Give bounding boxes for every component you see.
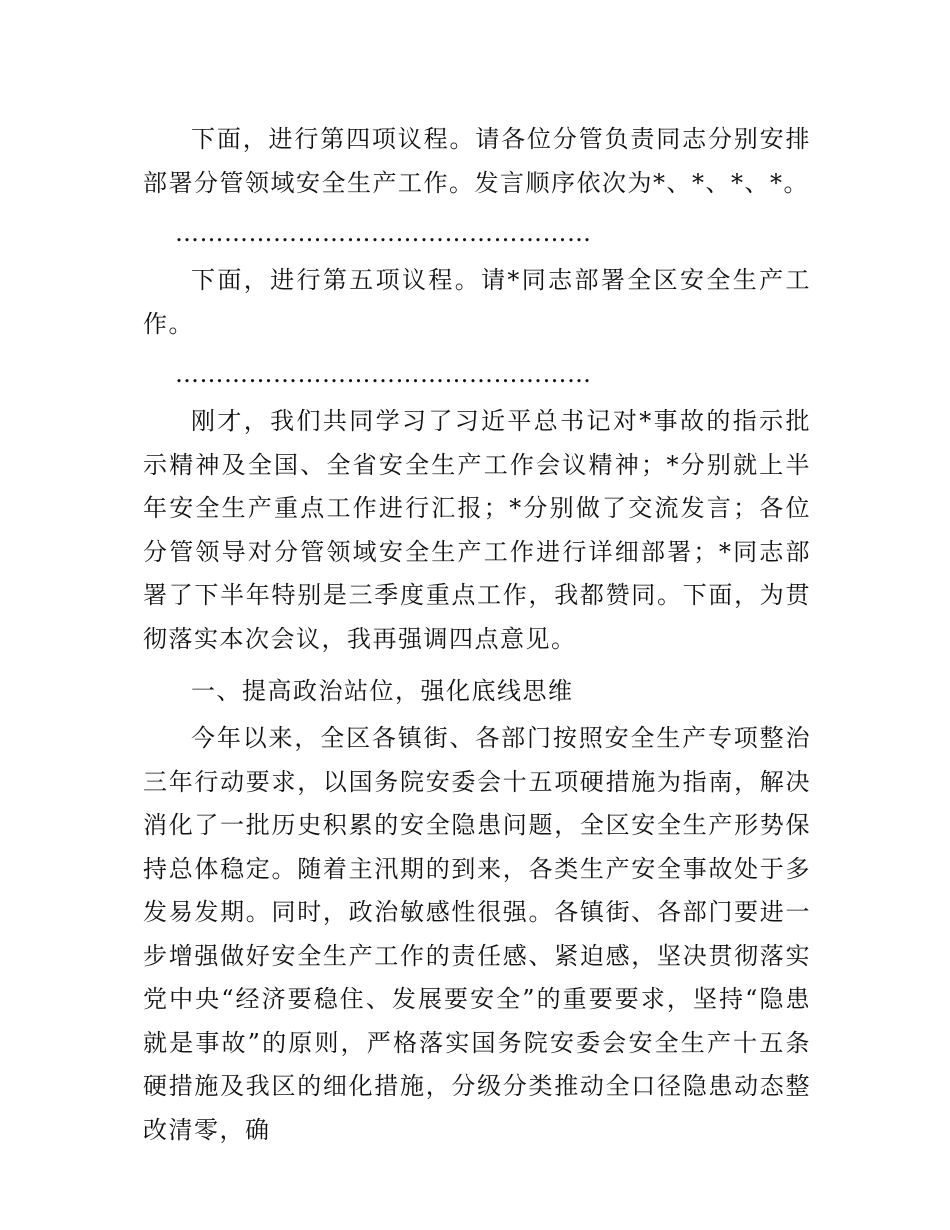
paragraph-agenda-four: 下面，进行第四项议程。请各位分管负责同志分别安排部署分管领域安全生产工作。发言顺序依次为*、*、*、*。	[143, 125, 811, 197]
section-heading-one: 一、提高政治站位，强化底线思维	[191, 677, 574, 705]
document-body	[143, 118, 811, 1152]
paragraph-summary: 刚才，我们共同学习了习近平总书记对*事故的指示批示精神及全国、全省安全生产工作会议精神；*分别就上半年安全生产重点工作进行汇报；*分别做了交流发言；各位分管领导对分管领域安全生产工作进行详细部署；*同志部署了下半年特别是三季度重点工作，我都赞同。下面，为贯彻落实本次会议，我再强调四点意见。	[143, 407, 811, 653]
ellipsis-separator: ……………………………………………	[175, 219, 592, 247]
paragraph-section-one-body: 今年以来，全区各镇街、各部门按照安全生产专项整治三年行动要求，以国务院安委会十五项硬措施为指南，解决消化了一批历史积累的安全隐患问题，全区安全生产形势保持总体稳定。随着主汛期的到来，各类生产安全事故处于多发易发期。同时，政治敏感性很强。各镇街、各部门要进一步增强做好安全生产工作的责任感、紧迫感，坚决贯彻落实党中央“经济要稳住、发展要安全”的重要要求，坚持“隐患就是事故”的原则，严格落实国务院安委会安全生产十五条硬措施及我区的细化措施，分级分类推动全口径隐患动态整改清零，确	[143, 724, 811, 1144]
ellipsis-separator: ……………………………………………	[175, 360, 592, 388]
paragraph-agenda-five: 下面，进行第五项议程。请*同志部署全区安全生产工作。	[143, 266, 811, 338]
